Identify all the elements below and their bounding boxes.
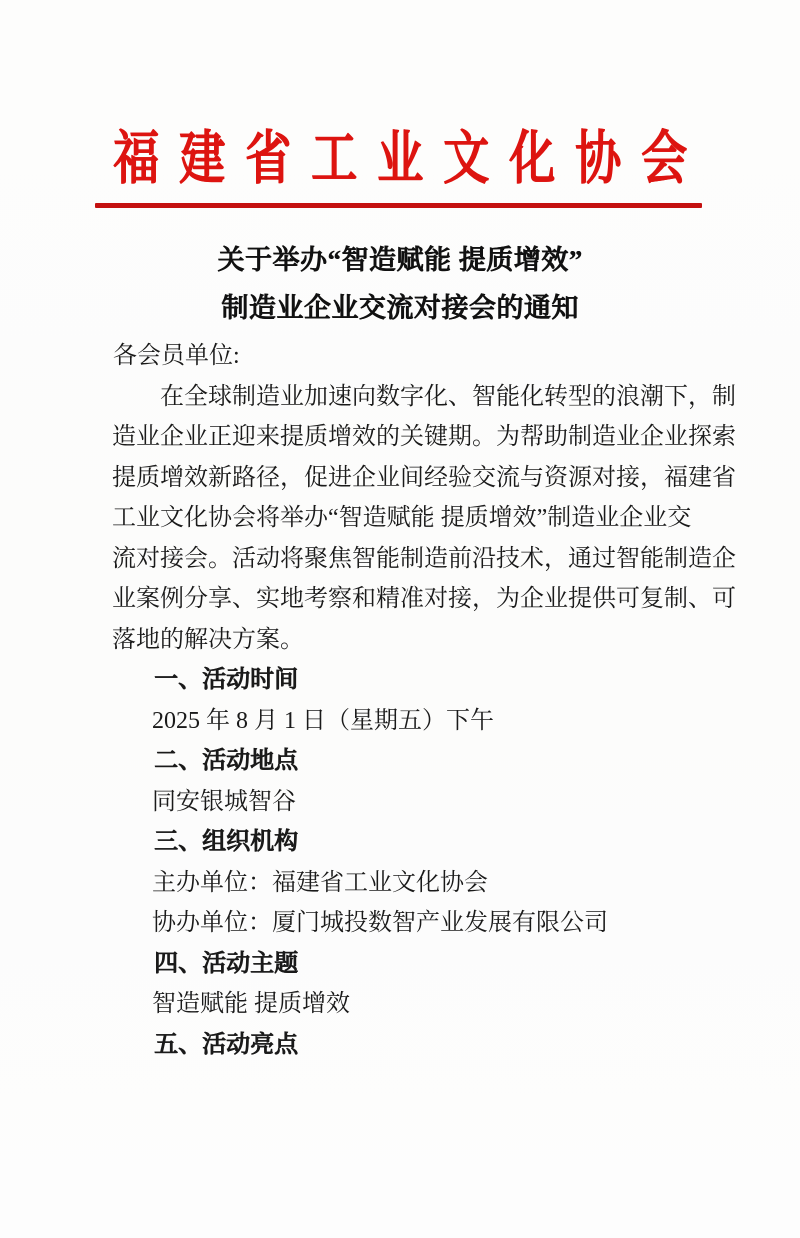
section-heading: 一、活动时间 [154,667,298,693]
paragraph-line: 流对接会。活动将聚焦智能制造前沿技术，通过智能制造企 [112,545,736,572]
paragraph-line: 工业文化协会将举办“智造赋能 提质增效”制造业企业交 [112,505,692,531]
document-title-line1: 关于举办“智造赋能 提质增效” [217,245,583,275]
section-item: 2025 年 8 月 1 日（星期五）下午 [152,707,494,734]
salutation: 各会员单位: [113,343,240,369]
letterhead [0,112,800,196]
section-items [112,701,692,742]
section-list [112,660,692,1065]
paragraph-line: 提质增效新路径，促进企业间经验交流与资源对接，福建省 [112,464,736,491]
paragraph-line: 落地的解决方案。 [112,626,304,653]
letterhead-divider [95,203,702,208]
section-items [112,984,692,1025]
section [112,1025,692,1066]
section-heading: 二、活动地点 [154,748,298,774]
section [112,944,692,1025]
document-title-line2: 制造业企业交流对接会的通知 [221,293,579,323]
section-item: 智造赋能 提质增效 [152,991,350,1017]
section-item: 同安银城智谷 [152,788,296,815]
section [112,741,692,822]
paragraph-line: 在全球制造业加速向数字化、智能化转型的浪潮下，制 [160,383,736,410]
document-title [0,236,800,332]
section-items [112,863,692,944]
letterhead-org-name: 福建省工业文化协会 [113,126,707,191]
section-item: 主办单位：福建省工业文化协会 [152,869,488,896]
section-item: 协办单位：厦门城投数智产业发展有限公司 [152,910,608,936]
section-heading: 四、活动主题 [154,950,298,977]
section-items [112,782,692,823]
section-heading: 五、活动亮点 [154,1031,298,1058]
intro-paragraph [112,377,736,661]
paragraph-line: 造业企业正迎来提质增效的关键期。为帮助制造业企业探索 [112,424,736,450]
document-body [112,336,736,1065]
section [112,660,692,741]
paragraph-line: 业案例分享、实地考察和精准对接，为企业提供可复制、可 [112,586,736,612]
section-heading: 三、组织机构 [154,829,298,855]
section [112,822,692,944]
